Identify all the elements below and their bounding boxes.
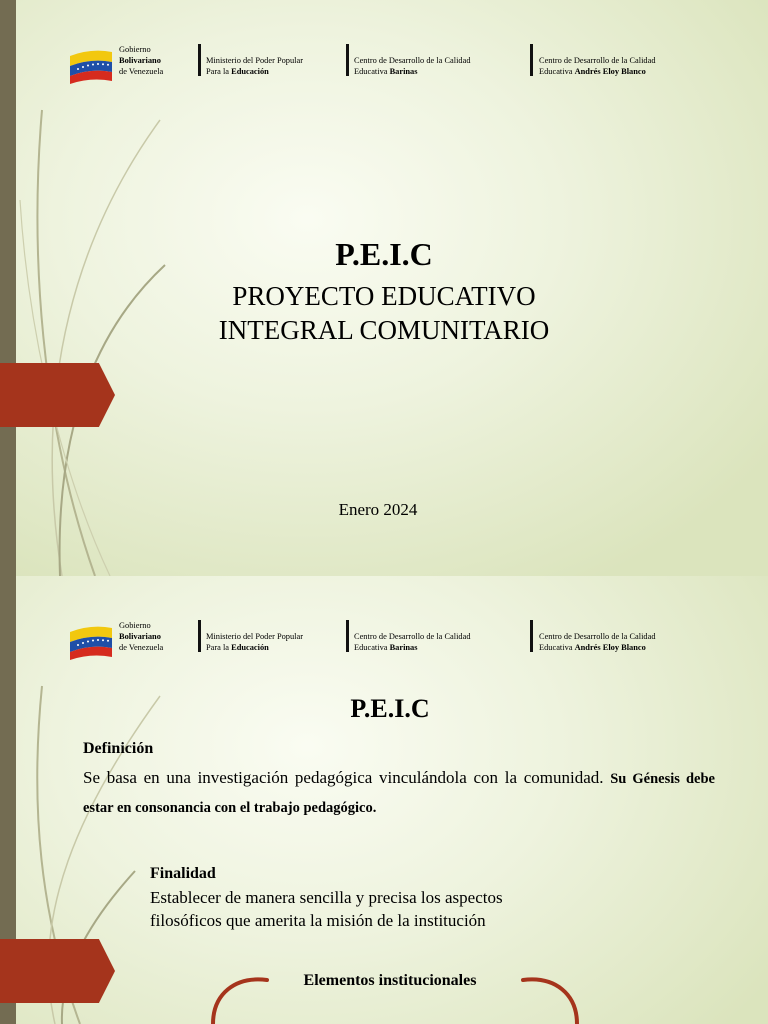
institution-header bbox=[0, 616, 768, 666]
ministry-line-2-prefix: Para la bbox=[206, 67, 232, 76]
cdc-aeb-line-1: Centro de Desarrollo de la Calidad bbox=[539, 56, 656, 65]
gov-line-1: Gobierno bbox=[119, 621, 151, 630]
cdc-aeb-line-2-bold: Andrés Eloy Blanco bbox=[574, 643, 646, 652]
header-separator bbox=[198, 44, 201, 76]
cdc-barinas-line-2-prefix: Educativa bbox=[354, 67, 390, 76]
definition-body: Se basa en una investigación pedagógica vinculándola con la comunidad. bbox=[83, 768, 604, 787]
cdc-aeb-line-2-prefix: Educativa bbox=[539, 643, 575, 652]
finalidad-text: Establecer de manera sencilla y precisa los aspectos filosóficos que amerita la misión de la institución bbox=[150, 888, 503, 930]
header-separator bbox=[346, 44, 349, 76]
header-separator bbox=[530, 44, 533, 76]
definition-text bbox=[83, 764, 715, 822]
slide2-title: P.E.I.C bbox=[350, 694, 430, 723]
slide-2 bbox=[0, 576, 768, 1024]
cdc-barinas-label bbox=[354, 631, 471, 653]
gov-line-3: de Venezuela bbox=[119, 67, 164, 76]
cdc-aeb-line-1: Centro de Desarrollo de la Calidad bbox=[539, 632, 656, 641]
slide1-subtitle-line-2: INTEGRAL COMUNITARIO bbox=[218, 315, 550, 345]
header-separator bbox=[530, 620, 533, 652]
elementos-label: Elementos institucionales bbox=[303, 972, 477, 989]
gov-label bbox=[119, 44, 163, 77]
cdc-barinas-line-2-prefix: Educativa bbox=[354, 643, 390, 652]
definition-bold: Su Génesis debe estar en consonancia con el trabajo pedagógico. bbox=[83, 771, 715, 816]
cdc-aeb-line-2-prefix: Educativa bbox=[539, 67, 575, 76]
cdc-aeb-label bbox=[539, 55, 656, 77]
ministry-line-1: Ministerio del Poder Popular bbox=[206, 56, 303, 65]
gov-line-2: Bolivariano bbox=[119, 632, 161, 641]
gov-line-1: Gobierno bbox=[119, 45, 151, 54]
ministry-line-1: Ministerio del Poder Popular bbox=[206, 632, 303, 641]
slide1-title: P.E.I.C bbox=[335, 236, 433, 272]
ministry-line-2-bold: Educación bbox=[231, 643, 269, 652]
ministry-label bbox=[206, 631, 303, 653]
slide1-subtitle-line-1: PROYECTO EDUCATIVO bbox=[232, 281, 536, 311]
finalidad-label: Finalidad bbox=[150, 865, 216, 882]
cdc-barinas-line-1: Centro de Desarrollo de la Calidad bbox=[354, 632, 471, 641]
cdc-barinas-line-1: Centro de Desarrollo de la Calidad bbox=[354, 56, 471, 65]
slide1-date: Enero 2024 bbox=[338, 500, 418, 519]
cdc-aeb-line-2-bold: Andrés Eloy Blanco bbox=[574, 67, 646, 76]
ministry-label bbox=[206, 55, 303, 77]
ministry-line-2-bold: Educación bbox=[231, 67, 269, 76]
ministry-line-2-prefix: Para la bbox=[206, 643, 232, 652]
gov-label bbox=[119, 620, 163, 653]
gov-line-3: de Venezuela bbox=[119, 643, 164, 652]
header-separator bbox=[346, 620, 349, 652]
venezuela-flag-icon bbox=[69, 46, 113, 84]
cdc-barinas-line-2-bold: Barinas bbox=[389, 643, 418, 652]
institution-header bbox=[0, 40, 768, 90]
venezuela-flag-icon bbox=[69, 622, 113, 660]
gov-line-2: Bolivariano bbox=[119, 56, 161, 65]
cdc-barinas-label bbox=[354, 55, 471, 77]
cdc-aeb-label bbox=[539, 631, 656, 653]
red-arrow-tab bbox=[0, 939, 115, 1003]
cdc-barinas-line-2-bold: Barinas bbox=[389, 67, 418, 76]
header-separator bbox=[198, 620, 201, 652]
red-arrow-tab bbox=[0, 363, 115, 427]
definition-label: Definición bbox=[83, 740, 154, 757]
